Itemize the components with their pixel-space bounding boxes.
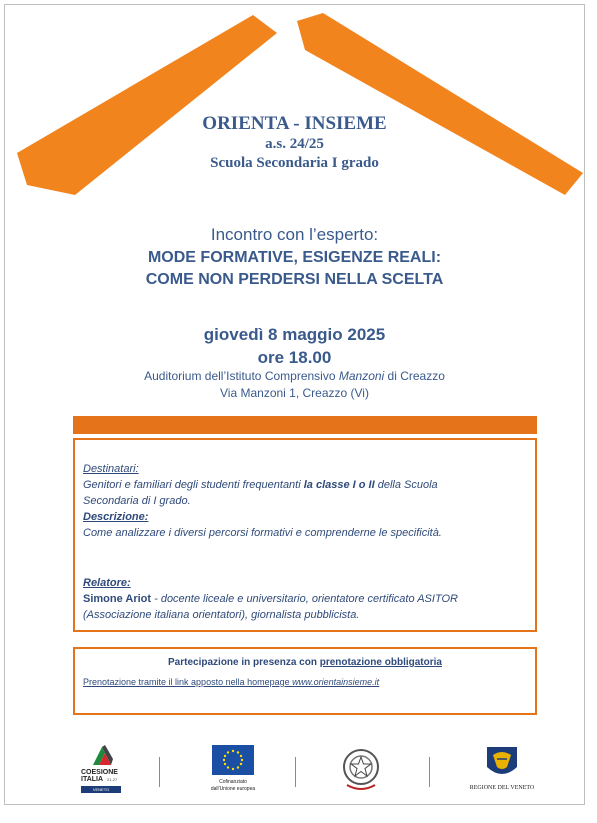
booking-line1: Partecipazione in presenza con prenotazione obbligatoria [168, 657, 442, 668]
regione-veneto-logo: REGIONE DEL VENETO [469, 745, 535, 797]
roof-logo [5, 5, 584, 205]
venue-name: Manzoni [338, 369, 385, 383]
recipients-text-2: Secondaria di I grado. [83, 495, 191, 507]
recipients-label: Destinatari: [83, 463, 139, 475]
speaker-line1: Simone Ariot - docente liceale e universitario, orientatore certificato ASITOR [83, 593, 458, 605]
speaker-label: Relatore: [83, 577, 131, 589]
speaker-name: Simone Ariot [83, 593, 152, 605]
venue-prefix: Auditorium dell’Istituto Comprensivo [144, 369, 339, 383]
description-label: Descrizione: [83, 511, 149, 523]
eu-logo: Cofinanziato dall'Unione europea [205, 745, 261, 797]
event-topic-line2: COME NON PERDERSI NELLA SCELTA [145, 271, 444, 288]
title: ORIENTA - INSIEME [202, 113, 387, 134]
event-venue [5, 369, 584, 383]
logo-separator-3 [429, 757, 430, 787]
booking-line2: Prenotazione tramite il link apposto nella homepage www.orientainsieme.it [83, 677, 380, 687]
event-intro: Incontro con l’esperto: [210, 225, 379, 244]
event-address: Via Manzoni 1, Creazzo (Vi) [220, 386, 369, 400]
school-year: a.s. 24/25 [265, 136, 324, 152]
speaker-line2: (Associazione italiana orientatori), giornalista pubblicista. [83, 609, 360, 621]
recipients-text: Genitori e familiari degli studenti frequentanti la classe I o II della Scuola [83, 479, 438, 491]
flyer-page [4, 4, 585, 805]
venue-suffix: di Creazzo [384, 369, 445, 383]
logo-separator-2 [295, 757, 296, 787]
details-box [73, 438, 537, 632]
coesione-italia-logo: COESIONE ITALIA 21-27 VENETO [81, 745, 123, 797]
booking-box [73, 647, 537, 715]
booking-required-link[interactable]: prenotazione obbligatoria [319, 657, 442, 668]
event-date: giovedì 8 maggio 2025 [203, 325, 386, 344]
event-topic-line1: MODE FORMATIVE, ESIGENZE REALI: [147, 249, 442, 266]
divider-bar [73, 416, 537, 434]
school-level: Scuola Secondaria I grado [210, 155, 379, 171]
event-time: ore 18.00 [257, 348, 332, 367]
logo-separator-1 [159, 757, 160, 787]
website-link[interactable]: www.orientainsieme.it [292, 677, 380, 687]
italian-republic-emblem [341, 745, 381, 795]
description-text: Come analizzare i diversi percorsi formativi e comprenderne le specificità. [83, 527, 442, 539]
